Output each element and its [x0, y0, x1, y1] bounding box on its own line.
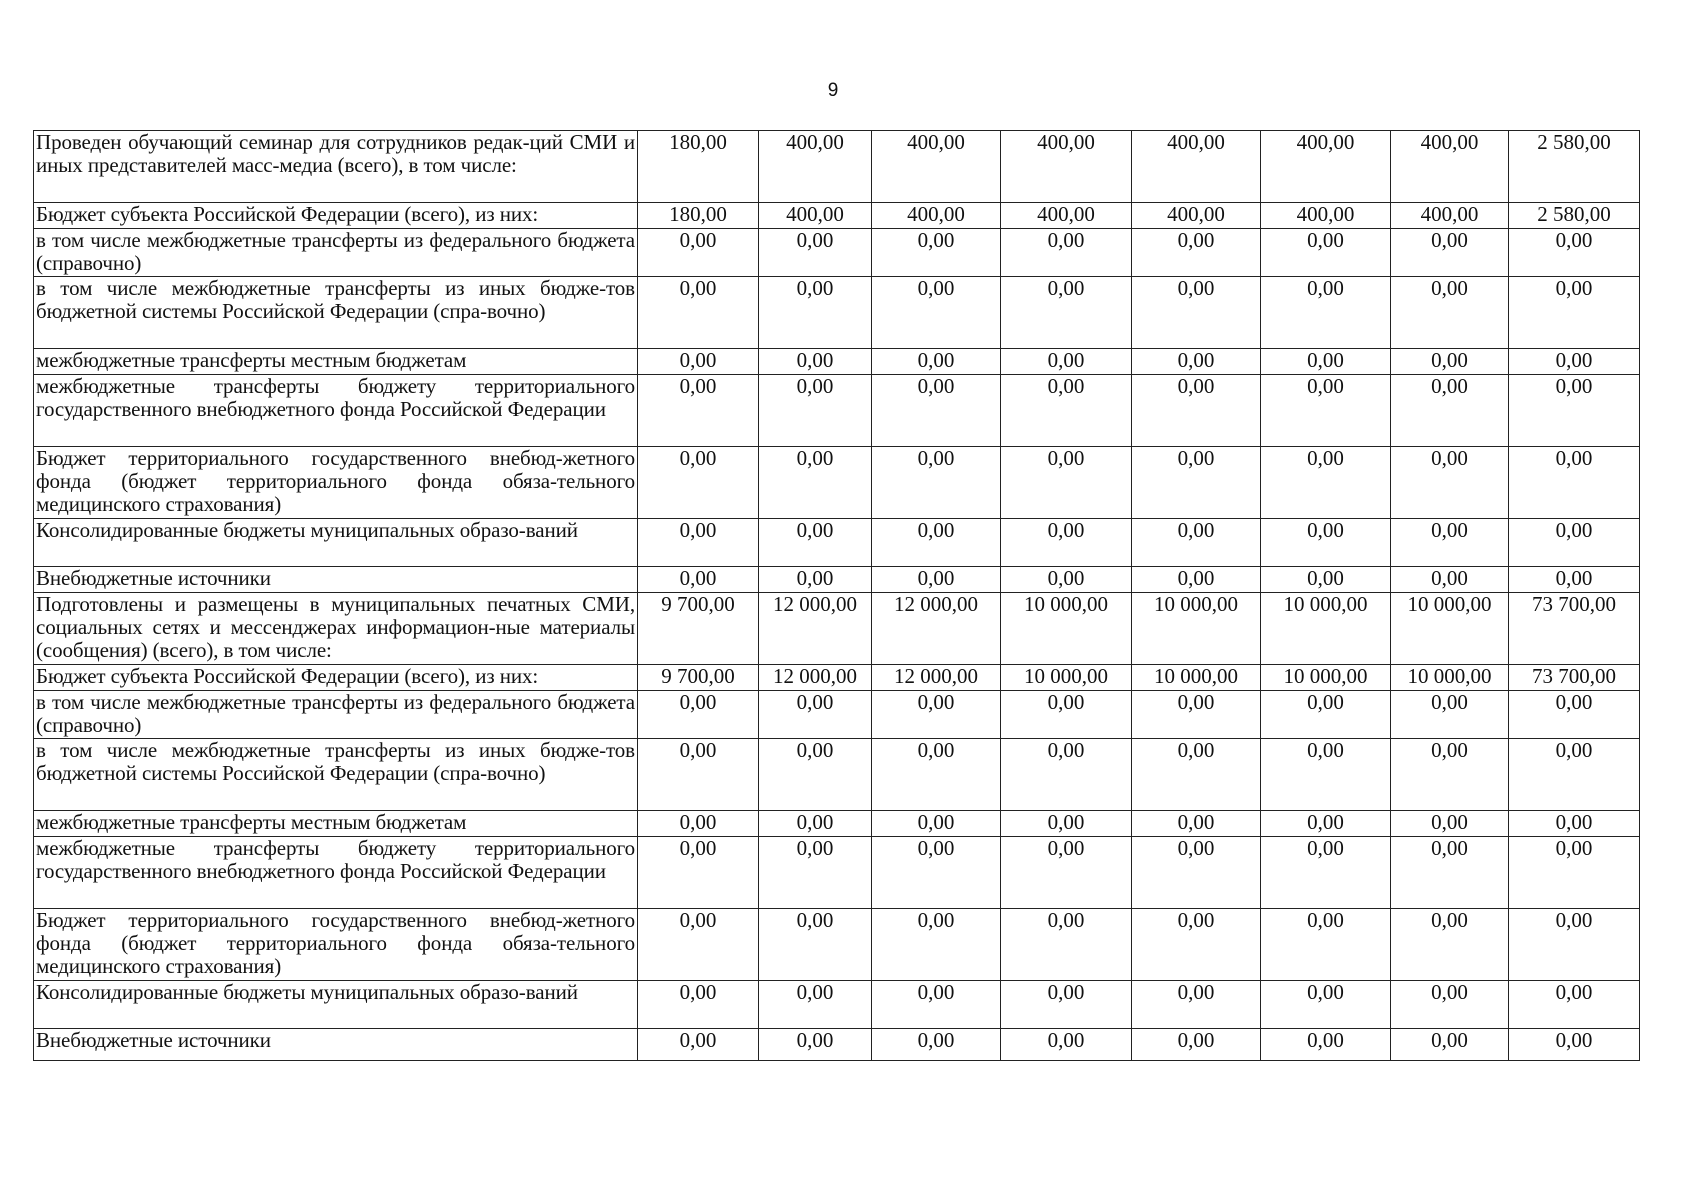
value-cell: 0,00 — [759, 447, 872, 519]
value-cell: 0,00 — [1509, 447, 1640, 519]
value-cell: 9 700,00 — [638, 593, 759, 665]
value-cell: 12 000,00 — [872, 665, 1001, 691]
row-label: межбюджетные трансферты местным бюджетам — [34, 811, 638, 837]
value-cell: 0,00 — [759, 981, 872, 1029]
value-cell: 0,00 — [872, 909, 1001, 981]
row-label: в том числе межбюджетные трансферты из федерального бюджета (справочно) — [34, 229, 638, 277]
value-cell: 9 700,00 — [638, 665, 759, 691]
value-cell: 73 700,00 — [1509, 665, 1640, 691]
value-cell: 12 000,00 — [872, 593, 1001, 665]
table-row — [34, 909, 1640, 981]
table-row — [34, 203, 1640, 229]
table-body — [34, 131, 1640, 1061]
value-cell: 0,00 — [1001, 229, 1132, 277]
value-cell: 0,00 — [638, 909, 759, 981]
value-cell: 0,00 — [1001, 811, 1132, 837]
value-cell: 0,00 — [1391, 981, 1509, 1029]
table-row — [34, 691, 1640, 739]
value-cell: 0,00 — [1391, 811, 1509, 837]
value-cell: 0,00 — [1509, 277, 1640, 349]
table-row — [34, 1029, 1640, 1061]
value-cell: 0,00 — [1132, 811, 1261, 837]
value-cell: 0,00 — [1132, 837, 1261, 909]
value-cell: 0,00 — [1001, 691, 1132, 739]
value-cell: 0,00 — [1509, 567, 1640, 593]
row-label: Подготовлены и размещены в муниципальных печатных СМИ, социальных сетях и мессенджерах информацион-ные материалы (сообщения) (всего), в том числе: — [34, 593, 638, 665]
value-cell: 10 000,00 — [1391, 593, 1509, 665]
table-row — [34, 739, 1640, 811]
value-cell: 0,00 — [1261, 447, 1391, 519]
value-cell: 0,00 — [1391, 349, 1509, 375]
value-cell: 12 000,00 — [759, 665, 872, 691]
value-cell: 0,00 — [638, 375, 759, 447]
value-cell: 0,00 — [638, 691, 759, 739]
value-cell: 0,00 — [1509, 811, 1640, 837]
table-row — [34, 375, 1640, 447]
row-label: в том числе межбюджетные трансферты из иных бюдже-тов бюджетной системы Российской Федерации (спра-вочно) — [34, 277, 638, 349]
row-label: Бюджет субъекта Российской Федерации (всего), из них: — [34, 665, 638, 691]
row-label: межбюджетные трансферты бюджету территориального государственного внебюджетного фонда Российской Федерации — [34, 375, 638, 447]
value-cell: 0,00 — [759, 909, 872, 981]
value-cell: 400,00 — [1391, 131, 1509, 203]
value-cell: 400,00 — [1001, 131, 1132, 203]
row-label: Консолидированные бюджеты муниципальных образо-ваний — [34, 519, 638, 567]
table-row — [34, 349, 1640, 375]
value-cell: 10 000,00 — [1001, 593, 1132, 665]
value-cell: 0,00 — [1261, 981, 1391, 1029]
value-cell: 0,00 — [1391, 447, 1509, 519]
value-cell: 0,00 — [638, 447, 759, 519]
value-cell: 0,00 — [1001, 567, 1132, 593]
value-cell: 0,00 — [1391, 1029, 1509, 1061]
table-row — [34, 665, 1640, 691]
value-cell: 73 700,00 — [1509, 593, 1640, 665]
value-cell: 0,00 — [1132, 277, 1261, 349]
value-cell: 0,00 — [759, 691, 872, 739]
value-cell: 0,00 — [1132, 519, 1261, 567]
value-cell: 0,00 — [1132, 447, 1261, 519]
value-cell: 0,00 — [1391, 229, 1509, 277]
value-cell: 0,00 — [1509, 1029, 1640, 1061]
row-label: Внебюджетные источники — [34, 567, 638, 593]
value-cell: 0,00 — [872, 739, 1001, 811]
value-cell: 0,00 — [1261, 691, 1391, 739]
value-cell: 400,00 — [872, 131, 1001, 203]
value-cell: 0,00 — [872, 567, 1001, 593]
value-cell: 0,00 — [872, 811, 1001, 837]
value-cell: 0,00 — [759, 229, 872, 277]
value-cell: 12 000,00 — [759, 593, 872, 665]
value-cell: 0,00 — [1001, 519, 1132, 567]
value-cell: 0,00 — [1132, 375, 1261, 447]
value-cell: 0,00 — [1509, 349, 1640, 375]
table-row — [34, 981, 1640, 1029]
value-cell: 0,00 — [1001, 447, 1132, 519]
value-cell: 0,00 — [872, 1029, 1001, 1061]
table-row — [34, 229, 1640, 277]
value-cell: 0,00 — [1261, 349, 1391, 375]
value-cell: 0,00 — [759, 277, 872, 349]
value-cell: 0,00 — [759, 375, 872, 447]
value-cell: 0,00 — [1132, 567, 1261, 593]
value-cell: 0,00 — [1001, 1029, 1132, 1061]
row-label: в том числе межбюджетные трансферты из федерального бюджета (справочно) — [34, 691, 638, 739]
row-label: Проведен обучающий семинар для сотрудников редак-ций СМИ и иных представителей масс-медиа (всего), в том числе: — [34, 131, 638, 203]
value-cell: 0,00 — [1001, 981, 1132, 1029]
row-label: Бюджет территориального государственного внебюд-жетного фонда (бюджет территориального фонда обяза-тельного медицинского страхования) — [34, 447, 638, 519]
value-cell: 0,00 — [1509, 229, 1640, 277]
value-cell: 0,00 — [1509, 519, 1640, 567]
value-cell: 400,00 — [1001, 203, 1132, 229]
value-cell: 10 000,00 — [1132, 665, 1261, 691]
value-cell: 0,00 — [638, 837, 759, 909]
value-cell: 0,00 — [1261, 739, 1391, 811]
value-cell: 400,00 — [1261, 131, 1391, 203]
row-label: Бюджет территориального государственного внебюд-жетного фонда (бюджет территориального фонда обяза-тельного медицинского страхования) — [34, 909, 638, 981]
value-cell: 0,00 — [1509, 691, 1640, 739]
value-cell: 0,00 — [1261, 375, 1391, 447]
value-cell: 0,00 — [1132, 349, 1261, 375]
value-cell: 2 580,00 — [1509, 203, 1640, 229]
value-cell: 0,00 — [759, 567, 872, 593]
table-row — [34, 131, 1640, 203]
value-cell: 0,00 — [1261, 567, 1391, 593]
value-cell: 0,00 — [1001, 739, 1132, 811]
value-cell: 0,00 — [1001, 277, 1132, 349]
value-cell: 0,00 — [872, 447, 1001, 519]
value-cell: 0,00 — [638, 519, 759, 567]
value-cell: 0,00 — [1261, 909, 1391, 981]
value-cell: 0,00 — [638, 739, 759, 811]
value-cell: 0,00 — [1132, 739, 1261, 811]
table-row — [34, 811, 1640, 837]
table-row — [34, 447, 1640, 519]
value-cell: 400,00 — [1132, 131, 1261, 203]
value-cell: 0,00 — [1001, 375, 1132, 447]
value-cell: 0,00 — [872, 277, 1001, 349]
value-cell: 10 000,00 — [1132, 593, 1261, 665]
value-cell: 0,00 — [759, 349, 872, 375]
value-cell: 0,00 — [638, 811, 759, 837]
table-row — [34, 567, 1640, 593]
value-cell: 0,00 — [1132, 909, 1261, 981]
value-cell: 0,00 — [1261, 837, 1391, 909]
value-cell: 0,00 — [1391, 909, 1509, 981]
value-cell: 0,00 — [872, 519, 1001, 567]
value-cell: 400,00 — [759, 131, 872, 203]
value-cell: 0,00 — [1001, 909, 1132, 981]
row-label: в том числе межбюджетные трансферты из иных бюдже-тов бюджетной системы Российской Федерации (спра-вочно) — [34, 739, 638, 811]
value-cell: 400,00 — [1391, 203, 1509, 229]
value-cell: 0,00 — [638, 1029, 759, 1061]
table-row — [34, 837, 1640, 909]
value-cell: 0,00 — [1509, 375, 1640, 447]
value-cell: 0,00 — [1261, 1029, 1391, 1061]
row-label: Бюджет субъекта Российской Федерации (всего), из них: — [34, 203, 638, 229]
value-cell: 10 000,00 — [1001, 665, 1132, 691]
table-row — [34, 519, 1640, 567]
value-cell: 0,00 — [1391, 277, 1509, 349]
value-cell: 0,00 — [1391, 375, 1509, 447]
value-cell: 0,00 — [638, 981, 759, 1029]
table-row — [34, 277, 1640, 349]
value-cell: 0,00 — [872, 691, 1001, 739]
value-cell: 0,00 — [1391, 837, 1509, 909]
value-cell: 10 000,00 — [1261, 593, 1391, 665]
value-cell: 0,00 — [1391, 739, 1509, 811]
value-cell: 0,00 — [1001, 349, 1132, 375]
row-label: межбюджетные трансферты бюджету территориального государственного внебюджетного фонда Российской Федерации — [34, 837, 638, 909]
value-cell: 10 000,00 — [1261, 665, 1391, 691]
value-cell: 0,00 — [1509, 739, 1640, 811]
value-cell: 0,00 — [1261, 811, 1391, 837]
value-cell: 0,00 — [759, 1029, 872, 1061]
value-cell: 0,00 — [1132, 229, 1261, 277]
value-cell: 400,00 — [759, 203, 872, 229]
value-cell: 0,00 — [1261, 277, 1391, 349]
value-cell: 0,00 — [1391, 519, 1509, 567]
value-cell: 0,00 — [638, 349, 759, 375]
value-cell: 0,00 — [1261, 229, 1391, 277]
value-cell: 0,00 — [1132, 691, 1261, 739]
value-cell: 0,00 — [638, 567, 759, 593]
value-cell: 0,00 — [1391, 691, 1509, 739]
value-cell: 400,00 — [872, 203, 1001, 229]
value-cell: 0,00 — [759, 739, 872, 811]
value-cell: 180,00 — [638, 131, 759, 203]
value-cell: 0,00 — [759, 811, 872, 837]
page-number: 9 — [827, 80, 839, 101]
value-cell: 0,00 — [872, 229, 1001, 277]
value-cell: 0,00 — [872, 837, 1001, 909]
value-cell: 0,00 — [872, 375, 1001, 447]
value-cell: 0,00 — [638, 277, 759, 349]
value-cell: 2 580,00 — [1509, 131, 1640, 203]
value-cell: 0,00 — [872, 349, 1001, 375]
row-label: межбюджетные трансферты местным бюджетам — [34, 349, 638, 375]
value-cell: 10 000,00 — [1391, 665, 1509, 691]
value-cell: 180,00 — [638, 203, 759, 229]
budget-table — [33, 130, 1640, 1061]
value-cell: 400,00 — [1261, 203, 1391, 229]
value-cell: 0,00 — [1132, 1029, 1261, 1061]
value-cell: 0,00 — [1001, 837, 1132, 909]
value-cell: 0,00 — [1261, 519, 1391, 567]
row-label: Внебюджетные источники — [34, 1029, 638, 1061]
value-cell: 0,00 — [759, 837, 872, 909]
row-label: Консолидированные бюджеты муниципальных образо-ваний — [34, 981, 638, 1029]
value-cell: 0,00 — [872, 981, 1001, 1029]
value-cell: 0,00 — [1509, 981, 1640, 1029]
table-row — [34, 593, 1640, 665]
value-cell: 0,00 — [1509, 837, 1640, 909]
value-cell: 0,00 — [1509, 909, 1640, 981]
value-cell: 0,00 — [1391, 567, 1509, 593]
value-cell: 0,00 — [759, 519, 872, 567]
value-cell: 0,00 — [1132, 981, 1261, 1029]
value-cell: 400,00 — [1132, 203, 1261, 229]
value-cell: 0,00 — [638, 229, 759, 277]
